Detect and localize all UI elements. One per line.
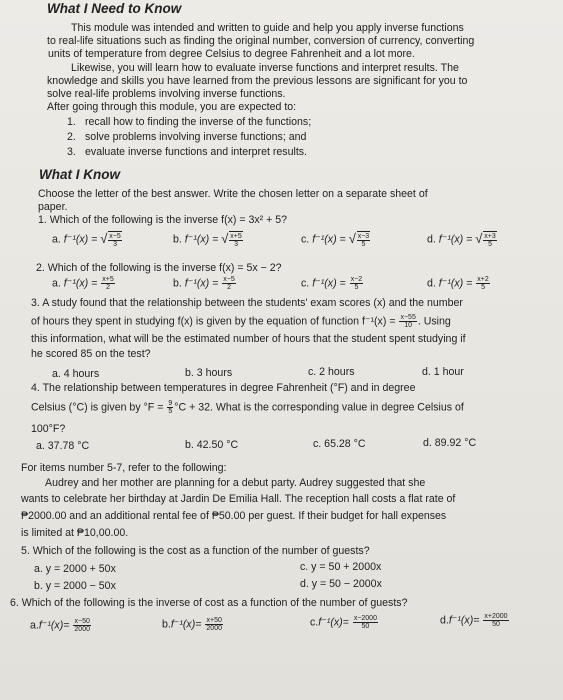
objective-3: 3. evaluate inverse functions and interpret results. <box>67 146 308 158</box>
q5-option-c: c. y = 50 + 2000x <box>300 561 382 573</box>
q3-line3: this information, what will be the estimated number of hours that the student spent studying if <box>31 333 466 345</box>
q2-option-c: c. f⁻¹(x) = $\frac{x-2}{5}$ <box>301 276 363 291</box>
para2-line2: knowledge and skills you have learned from the previous lessons are significant for you to <box>47 75 468 87</box>
q6-option-a: a.f⁻¹(x)= $\frac{x-50}{2000}$ <box>30 618 90 633</box>
q4-line3: 100°F? <box>31 423 66 435</box>
q3-option-a: a. 4 hours <box>52 368 100 380</box>
objective-1: 1. recall how to finding the inverse of the functions; <box>67 116 312 128</box>
heading-what-i-know: What I Know <box>39 167 120 182</box>
q5-option-a: a. y = 2000 + 50x <box>34 563 116 575</box>
q2-option-d: d. f⁻¹(x) = $\frac{x+2}{5}$ <box>427 276 489 291</box>
q5-stem: 5. Which of the following is the cost as a function of the number of guests? <box>21 545 370 557</box>
para1-line2: to real-life situations such as finding the original number, conversion of currency, converting <box>47 35 475 47</box>
q3-line2: of hours they spent in studying f(x) is given by the equation of function f⁻¹(x) = $\frac{x-55}{10}$ . Using <box>31 314 451 329</box>
q2-stem: 2. Which of the following is the inverse f(x) = 5x − 2? <box>36 262 282 274</box>
q1-option-d: d. f⁻¹(x) = √ $\frac{x+3}{5}$ <box>427 231 498 248</box>
instructions-line1: Choose the letter of the best answer. Write the chosen letter on a separate sheet of <box>38 188 428 200</box>
q6-option-b: b.f⁻¹(x)= $\frac{x+50}{2000}$ <box>162 617 222 632</box>
q3-line1: 3. A study found that the relationship between the students' exam scores (x) and the number <box>31 297 463 309</box>
items-5-7-intro: For items number 5-7, refer to the following: <box>21 462 227 474</box>
heading-what-i-need-to-know: What I Need to Know <box>47 1 182 16</box>
q3-option-b: b. 3 hours <box>185 367 233 379</box>
scenario-line3: ₱2000.00 and an additional rental fee of ₱50.00 per guest. If their budget for hall expenses <box>21 510 447 522</box>
instructions-line2: paper. <box>38 201 68 213</box>
q4-line2: Celsius (°C) is given by °F = $\frac{9}{5}$ °C + 32. What is the corresponding value in degree Celsius of <box>31 400 464 415</box>
para2-line3: solve real-life problems involving inverse functions. <box>47 88 286 100</box>
q6-stem: 6. Which of the following is the inverse of cost as a function of the number of guests? <box>10 597 408 609</box>
q2-option-b: b. f⁻¹(x) = $\frac{x-5}{2}$ <box>173 276 235 291</box>
q4-option-d: d. 89.92 °C <box>423 437 477 449</box>
q1-stem: 1. Which of the following is the inverse f(x) = 3x² + 5? <box>38 214 288 226</box>
q4-option-c: c. 65.28 °C <box>313 438 366 450</box>
q3-line4: he scored 85 on the test? <box>31 348 151 360</box>
q4-option-a: a. 37.78 °C <box>36 440 90 452</box>
q1-option-b: b. f⁻¹(x) = √ $\frac{x+5}{3}$ <box>173 231 244 248</box>
q4-option-b: b. 42.50 °C <box>185 439 239 451</box>
q3-option-c: c. 2 hours <box>308 366 355 378</box>
para2-line1: Likewise, you will learn how to evaluate inverse functions and interpret results. The <box>71 62 459 74</box>
scenario-line2: wants to celebrate her birthday at Jardin De Emilia Hall. The reception hall costs a flat rate of <box>21 493 456 505</box>
scenario-line1: Audrey and her mother are planning for a debut party. Audrey suggested that she <box>45 477 426 489</box>
q1-option-c: c. f⁻¹(x) = √ $\frac{x-3}{5}$ <box>301 231 371 248</box>
scenario-line4: is limited at ₱10,00.00. <box>21 527 129 539</box>
q3-option-d: d. 1 hour <box>422 366 464 378</box>
q4-line1: 4. The relationship between temperatures in degree Fahrenheit (°F) and in degree <box>31 382 416 394</box>
q6-option-d: d.f⁻¹(x)= $\frac{x+2000}{50}$ <box>440 613 508 628</box>
para1-line1: This module was intended and written to guide and help you apply inverse functions <box>71 22 464 34</box>
objective-2: 2. solve problems involving inverse functions; and <box>67 131 307 143</box>
q5-option-b: b. y = 2000 − 50x <box>34 580 116 592</box>
objectives-intro: After going through this module, you are expected to: <box>47 101 297 113</box>
q1-option-a: a. f⁻¹(x) = √ $\frac{x-5}{3}$ <box>52 231 123 248</box>
q2-option-a: a. f⁻¹(x) = $\frac{x+5}{2}$ <box>52 276 114 291</box>
para1-line3: units of temperature from degree Celsius to degree Fahrenheit and a lot more. <box>48 48 415 60</box>
q5-option-d: d. y = 50 − 2000x <box>300 578 382 590</box>
q6-option-c: c.f⁻¹(x)= $\frac{x-2000}{50}$ <box>310 615 377 630</box>
